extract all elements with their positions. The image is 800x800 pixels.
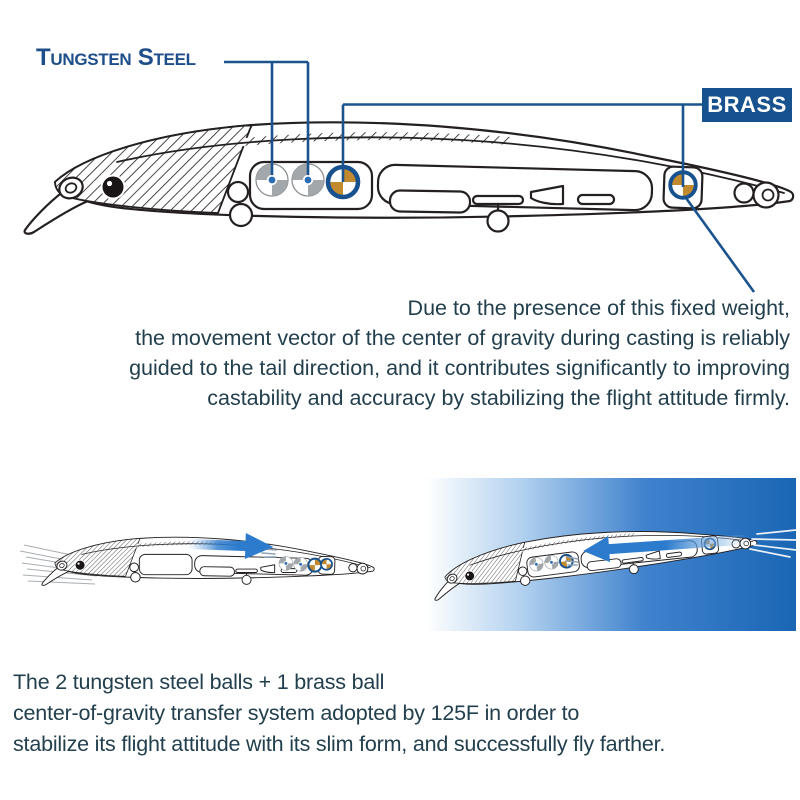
brass-ball-moving bbox=[308, 559, 321, 572]
transfer-system-description bbox=[13, 667, 799, 760]
tungsten-steel-ball bbox=[279, 557, 293, 571]
text-line: the movement vector of the center of gravity during casting is reliably bbox=[135, 326, 790, 350]
text-line: stabilize its flight attitude with its slim form, and successfully fly farther. bbox=[13, 732, 666, 756]
text-line: The 2 tungsten steel balls + 1 brass ball bbox=[13, 670, 385, 694]
text-line: guided to the tail direction, and it contributes significantly to improving bbox=[129, 356, 790, 380]
brass-label: BRASS bbox=[702, 88, 792, 122]
text-line: center-of-gravity transfer system adopted by 125F in order to bbox=[13, 701, 580, 725]
text-line: Due to the presence of this fixed weight, bbox=[407, 296, 790, 320]
tungsten-steel-label: Tungsten Steel bbox=[36, 44, 196, 71]
main-lure-diagram bbox=[25, 122, 794, 233]
fixed-weight-description bbox=[8, 293, 790, 413]
text-line: castability and accuracy by stabilizing the flight attitude firmly. bbox=[207, 386, 790, 410]
brass-ball-fixed bbox=[321, 559, 332, 570]
tungsten-steel-ball bbox=[294, 557, 308, 571]
